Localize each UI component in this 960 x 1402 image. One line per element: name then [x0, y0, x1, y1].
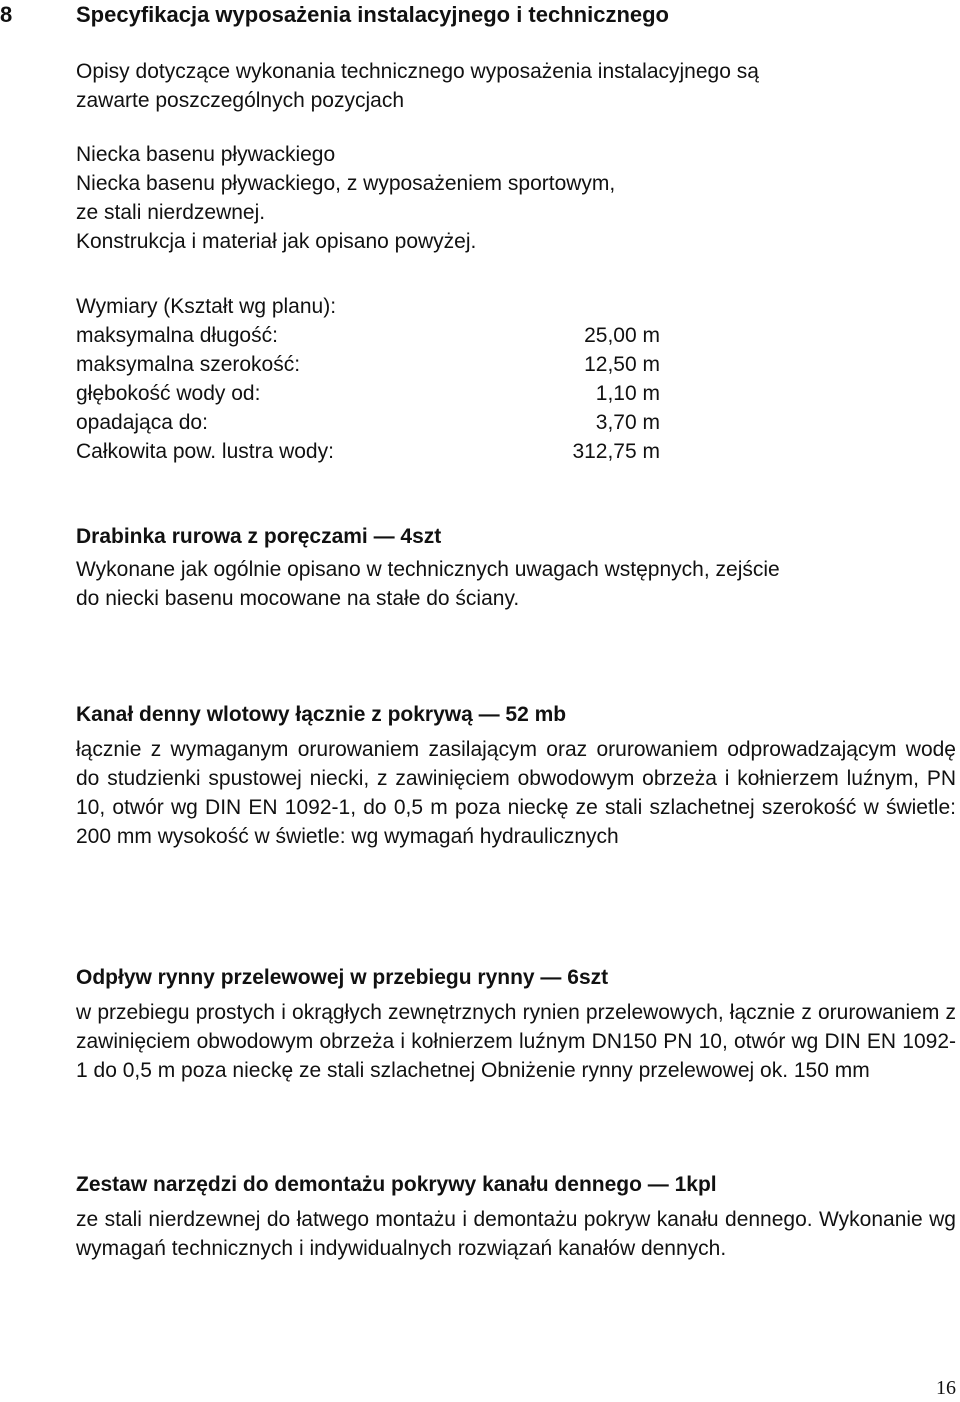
dimensions-table: [76, 292, 956, 466]
dimension-value: 1,10 m: [595, 382, 660, 405]
drabinka-section: [76, 522, 956, 613]
niecka-line-1: Niecka basenu pływackiego, z wyposażeniem sportowym,: [76, 172, 616, 195]
dimensions-title: Wymiary (Kształt wg planu):: [76, 295, 337, 318]
drabinka-line-1: Wykonane jak ogólnie opisano w technicznych uwagach wstępnych, zejście: [76, 558, 780, 581]
dimension-value: 3,70 m: [595, 411, 660, 434]
odplyw-heading: Odpływ rynny przelewowej w przebiegu rynny — 6szt: [76, 966, 609, 989]
dimension-value: 312,75 m: [572, 440, 660, 463]
odplyw-text: w przebiegu prostych i okrągłych zewnętrznych rynien przelewowych, łącznie z orurowaniem z zawinięciem obwodowym obrzeża i kołnierzem luźnym DN150 PN 10, otwór wg DIN EN 1092-1 do 0,5 m poza nieckę ze stali szlachetnej Obniżenie rynny przelewowej ok. 150 mm: [76, 1001, 956, 1082]
dimension-row: [76, 437, 956, 466]
intro-line-1: Opisy dotyczące wykonania technicznego wyposażenia instalacyjnego są: [76, 60, 759, 83]
dimension-row: [76, 350, 956, 379]
kanal-section: [76, 700, 956, 851]
section-number: 8: [0, 2, 13, 27]
section-title: Specyfikacja wyposażenia instalacyjnego i technicznego: [76, 2, 669, 27]
dimension-value: 12,50 m: [584, 353, 660, 376]
kanal-heading: Kanał denny wlotowy łącznie z pokrywą — 52 mb: [76, 703, 567, 726]
page-number: 16: [936, 1377, 956, 1399]
dimension-value: 25,00 m: [584, 324, 660, 347]
zestaw-section: [76, 1170, 956, 1263]
zestaw-text: ze stali nierdzewnej do łatwego montażu i demontażu pokryw kanału dennego. Wykonanie wg wymagań technicznych i indywidualnych rozwiązań kanałów dennych.: [76, 1208, 956, 1260]
dimension-label: głębokość wody od:: [76, 382, 261, 405]
dimension-row: [76, 379, 956, 408]
zestaw-heading: Zestaw narzędzi do demontażu pokrywy kanału dennego — 1kpl: [76, 1173, 717, 1196]
dimension-row: [76, 321, 956, 350]
kanal-text: łącznie z wymaganym orurowaniem zasilającym oraz orurowaniem odprowadzającym wodę do studzienki spustowej niecki, z zawinięciem obwodowym obrzeża i kołnierzem luźnym, PN 10, otwór wg DIN EN 1092-1, do 0,5 m poza nieckę ze stali szlachetnej szerokość w świetle: 200 mm wysokość w świetle: wg wymagań hydraulicznych: [76, 738, 956, 848]
dimension-label: maksymalna długość:: [76, 324, 278, 347]
niecka-section: [76, 140, 956, 256]
dimension-label: Całkowita pow. lustra wody:: [76, 440, 334, 463]
dimension-row: [76, 408, 956, 437]
intro-paragraph: [76, 57, 956, 115]
drabinka-heading: Drabinka rurowa z poręczami — 4szt: [76, 525, 442, 548]
dimension-label: opadająca do:: [76, 411, 208, 434]
niecka-line-2: ze stali nierdzewnej.: [76, 201, 266, 224]
drabinka-line-2: do niecki basenu mocowane na stałe do ściany.: [76, 587, 520, 610]
niecka-heading: Niecka basenu pływackiego: [76, 143, 336, 166]
intro-line-2: zawarte poszczególnych pozycjach: [76, 89, 405, 112]
odplyw-section: [76, 963, 956, 1085]
niecka-line-3: Konstrukcja i materiał jak opisano powyżej.: [76, 230, 477, 253]
dimension-label: maksymalna szerokość:: [76, 353, 301, 376]
